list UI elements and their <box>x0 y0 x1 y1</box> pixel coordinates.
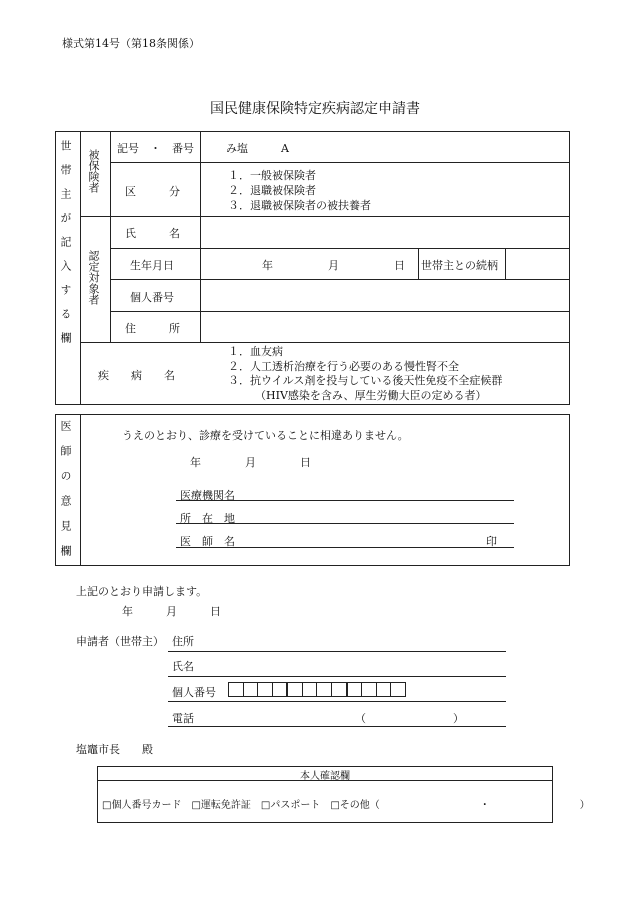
disease-option: １．血友病 <box>228 345 283 358</box>
category-option: ３．退職被保険者の被扶養者 <box>228 199 371 212</box>
applicant-side-label: 世帯主が記入する欄 <box>59 140 72 356</box>
record-number-label: 記号 ・ 番号 <box>117 142 194 155</box>
birth-date-value: 年 月 日 <box>262 259 405 272</box>
application-statement: 上記のとおり申請します。 <box>76 585 208 598</box>
addressee: 塩竈市長 殿 <box>76 743 153 756</box>
seal-mark: 印 <box>486 535 497 548</box>
category-options <box>228 168 371 213</box>
name-label: 氏 名 <box>125 227 180 240</box>
form-number: 様式第14号（第18条関係） <box>62 37 200 50</box>
identity-check-options[interactable]: □個人番号カード □運転免許証 □パスポート □その他（ ・ ） <box>102 800 590 811</box>
phone-paren-open: （ <box>355 712 366 725</box>
doctor-statement: うえのとおり、診療を受けていることに相違ありません。 <box>122 429 409 442</box>
institution-label: 医療機関名 <box>180 489 235 502</box>
birth-date-label: 生年月日 <box>130 259 174 272</box>
disease-option: ２．人工透析治療を行う必要のある慢性腎不全 <box>228 359 459 373</box>
disease-note: （HIV感染を含み、厚生労働大臣の定める者） <box>255 388 487 402</box>
personal-number-label: 個人番号 <box>130 291 174 304</box>
applicant-phone-label: 電話 <box>172 712 194 725</box>
address-label: 住 所 <box>125 322 180 335</box>
record-number-value: み塩 A <box>226 142 289 155</box>
relation-label: 世帯主との続柄 <box>421 259 498 272</box>
disease-options <box>228 345 502 403</box>
doctor-name-label: 医 師 名 <box>180 535 235 548</box>
disease-label: 疾 病 名 <box>98 369 175 382</box>
application-date: 年 月 日 <box>122 605 221 618</box>
category-option: ２．退職被保険者 <box>228 184 316 197</box>
applicant-name-label: 氏名 <box>172 660 194 673</box>
target-person-label: 認定対象者 <box>87 250 100 305</box>
doctor-date: 年 月 日 <box>190 456 311 469</box>
phone-paren-close: ） <box>453 712 464 725</box>
page-title: 国民健康保険特定疾病認定申請書 <box>210 101 420 117</box>
location-label: 所 在 地 <box>180 512 235 525</box>
applicant-label: 申請者（世帯主） <box>76 635 164 648</box>
disease-option: ３．抗ウイルス剤を投与している後天性免疫不全症候群 <box>228 374 503 387</box>
insured-label: 被保険者 <box>87 149 100 193</box>
applicant-address-label: 住所 <box>172 635 194 648</box>
category-option: １．一般被保険者 <box>228 169 316 182</box>
personal-number-boxes[interactable] <box>228 682 406 697</box>
doctor-side-label: 医師の意見欄 <box>59 420 72 570</box>
applicant-personal-number-label: 個人番号 <box>172 686 216 699</box>
category-label: 区 分 <box>125 185 180 198</box>
identity-check-title: 本人確認欄 <box>300 771 350 782</box>
